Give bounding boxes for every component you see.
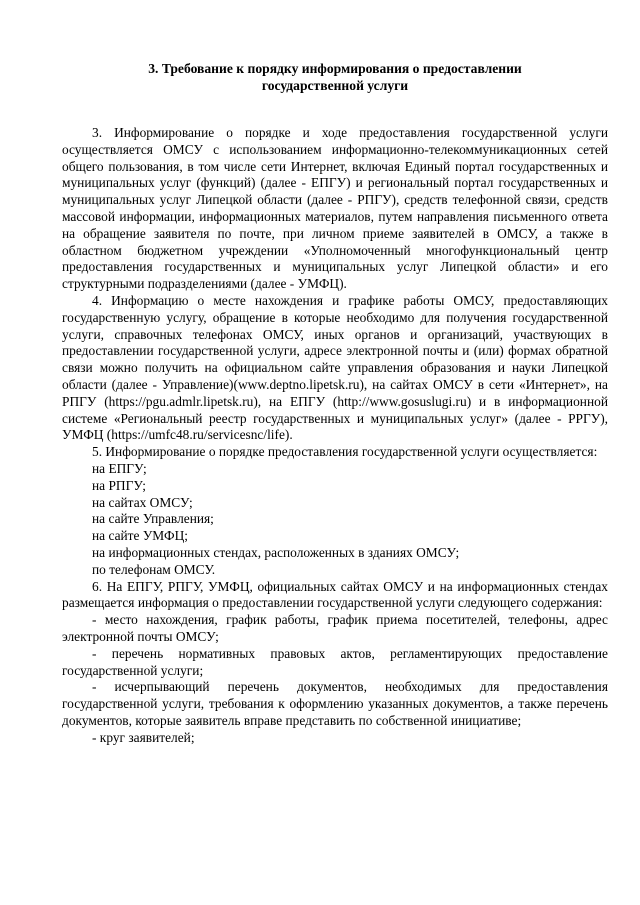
section-title-line-2: государственной услуги <box>261 78 409 93</box>
list-item: - место нахождения, график работы, график приема посетителей, телефоны, адрес электронной почты ОМСУ; <box>62 612 608 644</box>
list-item: - исчерпывающий перечень документов, необходимых для предоставления государственной услуги, требования к оформлению указанных документов, а также перечень документов, которые заявитель вправе представить по собственной инициативе; <box>62 679 608 728</box>
list-item: на ЕПГУ; <box>92 460 147 476</box>
list-channels <box>62 461 608 579</box>
list-content <box>62 612 608 746</box>
list-item: на информационных стендах, расположенных в зданиях ОМСУ; <box>92 544 460 560</box>
list-item: на сайтах ОМСУ; <box>92 494 193 510</box>
list-item: - круг заявителей; <box>92 729 195 745</box>
list-item: по телефонам ОМСУ. <box>92 561 216 577</box>
section-title-line-1: 3. Требование к порядку информирования о предоставлении <box>148 61 522 76</box>
list-item: на РПГУ; <box>92 477 147 493</box>
paragraph-3: 3. Информирование о порядке и ходе предоставления государственной услуги осуществляется ОМСУ с использованием информационно-телекоммуникационных сетей общего пользования, в том числе сети Интернет, включая Единый портал государственных и муниципальных услуг (функций) (далее - ЕПГУ) и региональный портал государственных и муниципальных услуг Липецкой области (далее - РПГУ), средств телефонной связи, средств массовой информации, информационных материалов, путем направления письменного ответа на обращение заявителя по почте, при личном приеме заявителей в ОМСУ, а также в областном бюджетном учреждении «Уполномоченный многофункциональный центр предоставления государственных и муниципальных услуг Липецкой области» и его структурными подразделениями (далее - УМФЦ). <box>62 125 608 292</box>
list-item: на сайте Управления; <box>92 511 214 527</box>
paragraph-5: 5. Информирование о порядке предоставления государственной услуги осуществляется: <box>92 444 598 460</box>
paragraph-6: 6. На ЕПГУ, РПГУ, УМФЦ, официальных сайтах ОМСУ и на информационных стендах размещается информация о предоставлении государственной услуги следующего содержания: <box>62 578 608 611</box>
section-title <box>62 60 608 94</box>
paragraph-4: 4. Информацию о месте нахождения и графике работы ОМСУ, предоставляющих государственную услугу, обращение в которые необходимо для получения государственной услуги, справочных телефонах ОМСУ, иных органов и организаций, участвующих в предоставлении государственной услуги, адресе электронной почты и (или) формах обратной связи можно получить на официальном сайте управления образования и науки Липецкой области (далее - Управление)(www.deptno.lipetsk.ru), на сайтах ОМСУ в сети «Интернет», на РПГУ (https://pgu.admlr.lipetsk.ru), на ЕПГУ (http://www.gosuslugi.ru) и в информационной системе «Региональный реестр государственных и муниципальных услуг» (далее - РРГУ), УМФЦ (https://umfc48.ru/servicesnc/life). <box>62 292 608 443</box>
list-item: - перечень нормативных правовых актов, регламентирующих предоставление государственной услуги; <box>62 645 608 678</box>
list-item: на сайте УМФЦ; <box>92 528 188 544</box>
